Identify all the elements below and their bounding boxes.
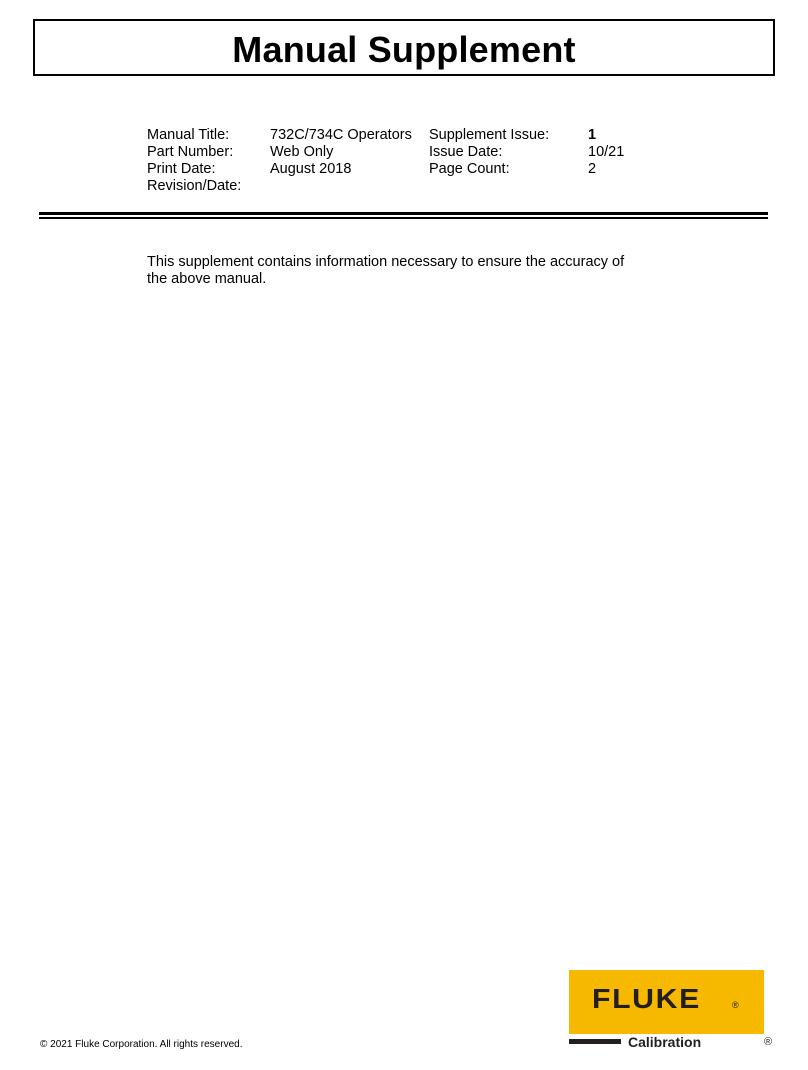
fluke-logo-wordmark: FLUKE xyxy=(592,983,701,1014)
page-count-label: Page Count: xyxy=(429,161,510,177)
issue-date-value: 10/21 xyxy=(588,144,625,160)
supplement-description-line-2: the above manual. xyxy=(147,271,267,287)
fluke-logo xyxy=(569,970,764,1034)
page-count-value: 2 xyxy=(588,161,597,177)
supplement-issue-value: 1 xyxy=(588,127,597,143)
print-date-label: Print Date: xyxy=(147,161,216,177)
part-number-label: Part Number: xyxy=(147,144,234,160)
title-box xyxy=(33,19,775,76)
calibration-subtitle: Calibration xyxy=(628,1034,702,1050)
copyright-notice: © 2021 Fluke Corporation. All rights reserved. xyxy=(40,1039,243,1050)
supplement-issue-label: Supplement Issue: xyxy=(429,127,550,143)
manual-title-value: 732C/734C Operators xyxy=(270,127,412,143)
logo-underline-bar xyxy=(569,1039,621,1044)
registered-mark-icon: ® xyxy=(732,1000,739,1010)
page-title: Manual Supplement xyxy=(232,28,576,70)
divider-rule-thick xyxy=(39,212,768,215)
print-date-value: August 2018 xyxy=(270,161,352,177)
issue-date-label: Issue Date: xyxy=(429,144,503,160)
part-number-value: Web Only xyxy=(270,144,334,160)
manual-title-label: Manual Title: xyxy=(147,127,230,143)
divider-rule-thin xyxy=(39,217,768,219)
supplement-description xyxy=(147,254,647,288)
revision-date-label: Revision/Date: xyxy=(147,178,242,194)
supplement-description-line-1: This supplement contains information necessary to ensure the accuracy of xyxy=(147,254,625,270)
registered-mark-icon: ® xyxy=(764,1036,773,1048)
